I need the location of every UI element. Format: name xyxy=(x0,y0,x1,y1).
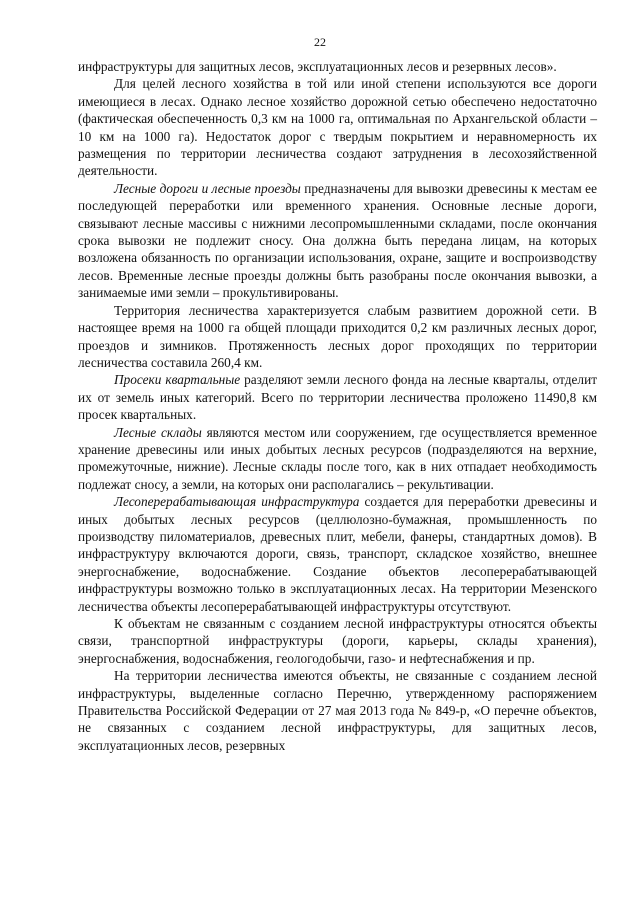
body-text xyxy=(78,58,597,754)
paragraph-continuation xyxy=(78,58,597,75)
paragraph-text: инфраструктуры для защитных лесов, эксплуатационных лесов и резервных лесов». xyxy=(78,59,557,74)
paragraph-government-list xyxy=(78,667,597,754)
term-forest-roads: Лесные дороги и лесные проезды xyxy=(114,180,301,196)
paragraph-text: К объектам не связанным с созданием лесной инфраструктуры относятся объекты связи, транспортной инфраструктуры (дороги, карьеры, склады хранения), энергоснабжения, водоснабжения, геологодобычи, газо- и нефтеснабжения и пр. xyxy=(78,616,597,666)
paragraph-text: Для целей лесного хозяйства в той или иной степени используются все дороги имеющиеся в лесах. Однако лесное хозяйство дорожной сетью обеспечено недостаточно (фактическая обеспеченность 0,3 км на 1000 га, оптимальная по Архангельской области – 10 км на 1000 га). Недостаток дорог с твердым покрытием и неравномерность их размещения по территории лесничества создают затруднения в лесохозяйственной деятельности. xyxy=(78,76,597,179)
paragraph-road-network xyxy=(78,302,597,372)
paragraph-text: являются местом или сооружением, где осуществляется временное хранение древесины или иных добытых лесных ресурсов (подразделяются на верхние, промежуточные, нижние). Лесные склады после того, как в них отпадает необходимость подлежат сносу, а земли, на которых они располагались – рекультивации. xyxy=(78,424,597,492)
page-number: 22 xyxy=(314,35,326,49)
paragraph-text: разделяют земли лесного фонда на лесные кварталы, отделит их от земель иных категорий. Всего по территории лесничества проложено 11490,8 км просек квартальных. xyxy=(78,372,597,423)
paragraph-text: Территория лесничества характеризуется слабым развитием дорожной сети. В настоящее время на 1000 га общей площади приходится 0,2 км различных лесных дорог, проездов и зимников. Протяженность лесных дорог проходящих по территории лесничества составила 260,4 км. xyxy=(78,302,597,370)
term-quarter-clearings: Просеки квартальные xyxy=(114,372,241,388)
paragraph-text: создается для переработки древесины и иных добытых лесных ресурсов (целлюлозно-бумажная, промышленность по производству пиломатериалов, древесных плит, мебели, фанеры, стандартных домов). В инфраструктуру включаются дороги, связь, транспорт, складское хозяйство, внешнее энергоснабжение, водоснабжение. Создание объектов лесоперерабатывающей инфраструктуры возможно только в эксплуатационных лесах. На территории Мезенского лесничества объекты лесоперерабатывающей инфраструктуры отсутствуют. xyxy=(78,494,597,614)
paragraph-forest-warehouses xyxy=(78,424,597,494)
paragraph-roads-usage xyxy=(78,75,597,179)
term-wood-processing: Лесоперерабатывающая инфраструктура xyxy=(114,494,360,510)
paragraph-text: предназначены для вывозки древесины к местам ее последующей переработки или временного хранения. Основные лесные дороги, связывают лесные массивы с нижними лесопромышленными складами, после окончания срока вывозки не подлежит сносу. Она должна быть передана лицам, на которых возложена обязанность по организации использования, охране, защите и воспроизводству лесов. Временные лесные проезды должны быть разобраны после окончания вывозки, а занимаемые ими земли – прокультивированы. xyxy=(78,180,597,301)
paragraph-quarter-clearings xyxy=(78,371,597,423)
paragraph-wood-processing xyxy=(78,493,597,615)
term-forest-warehouses: Лесные склады xyxy=(114,424,202,440)
paragraph-forest-roads xyxy=(78,180,597,302)
paragraph-non-forest-objects xyxy=(78,615,597,667)
paragraph-text: На территории лесничества имеются объекты, не связанные с созданием лесной инфраструктуры, выделенные согласно Перечню, утвержденному распоряжением Правительства Российской Федерации от 27 мая 2013 года № 849-р, «О перечне объектов, не связанных с созданием лесной инфраструктуры, для защитных лесов, эксплуатационных лесов, резервных xyxy=(78,668,597,753)
